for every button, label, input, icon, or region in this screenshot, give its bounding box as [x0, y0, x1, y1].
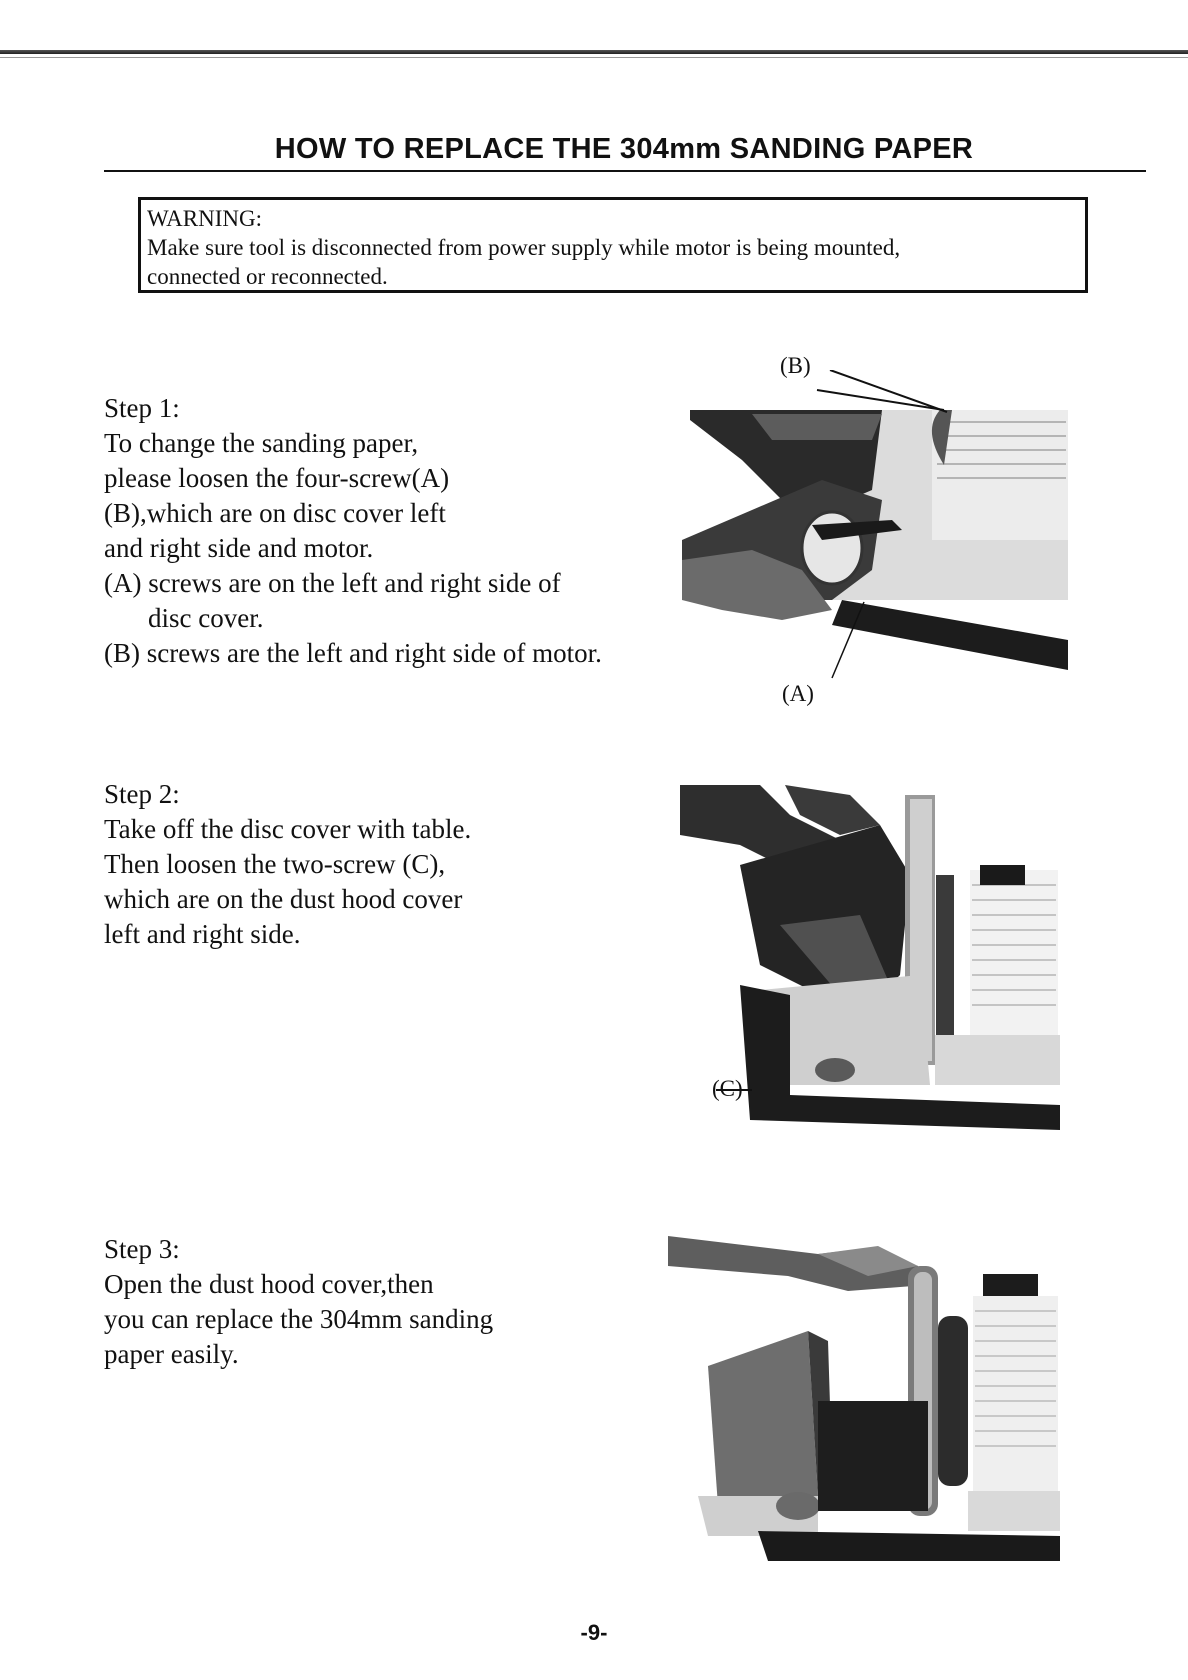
- step-3-line: you can replace the 304mm sanding: [104, 1304, 494, 1334]
- step-3-text: [104, 1232, 664, 1372]
- step-2-line: Take off the disc cover with table.: [104, 814, 472, 844]
- step-2-line: left and right side.: [104, 919, 301, 949]
- step-1-line: (B),which are on disc cover left: [104, 498, 446, 528]
- page-number: -9-: [580, 1620, 608, 1645]
- step-1-line: please loosen the four-screw(A): [104, 463, 450, 493]
- step-2-line: which are on the dust hood cover: [104, 884, 463, 914]
- label-a: (A): [782, 681, 814, 706]
- step-3-heading: Step 3:: [104, 1234, 180, 1264]
- step-2-text: [104, 777, 664, 952]
- warning-heading: WARNING:: [147, 206, 262, 231]
- step-3-photo: [668, 1236, 1060, 1562]
- step-1-note-b: (B) screws are the left and right side of motor.: [104, 638, 602, 668]
- step-2-photo: [680, 785, 1060, 1130]
- label-b: (B): [780, 353, 811, 378]
- step-2-line: Then loosen the two-screw (C),: [104, 849, 446, 879]
- step-1-line: and right side and motor.: [104, 533, 374, 563]
- step-2-heading: Step 2:: [104, 779, 180, 809]
- step-1-photo: [682, 370, 1068, 680]
- scan-top-rule-thin: [0, 57, 1188, 58]
- title-underline: [104, 170, 1146, 172]
- step-3-line: Open the dust hood cover,then: [104, 1269, 434, 1299]
- warning-box: [138, 197, 1088, 293]
- step-1-note-a: (A) screws are on the left and right side of disc cover.: [104, 568, 561, 633]
- warning-text-line-1: Make sure tool is disconnected from power supply while motor is being mounted,: [147, 235, 901, 260]
- step-1-line: To change the sanding paper,: [104, 428, 419, 458]
- scan-top-rule: [0, 50, 1188, 54]
- step-1-text: [104, 391, 664, 671]
- warning-text-line-2: connected or reconnected.: [147, 264, 388, 289]
- step-1-heading: Step 1:: [104, 393, 180, 423]
- page-title: HOW TO REPLACE THE 304mm SANDING PAPER: [274, 133, 974, 165]
- step-3-line: paper easily.: [104, 1339, 239, 1369]
- label-c: (C): [712, 1076, 743, 1101]
